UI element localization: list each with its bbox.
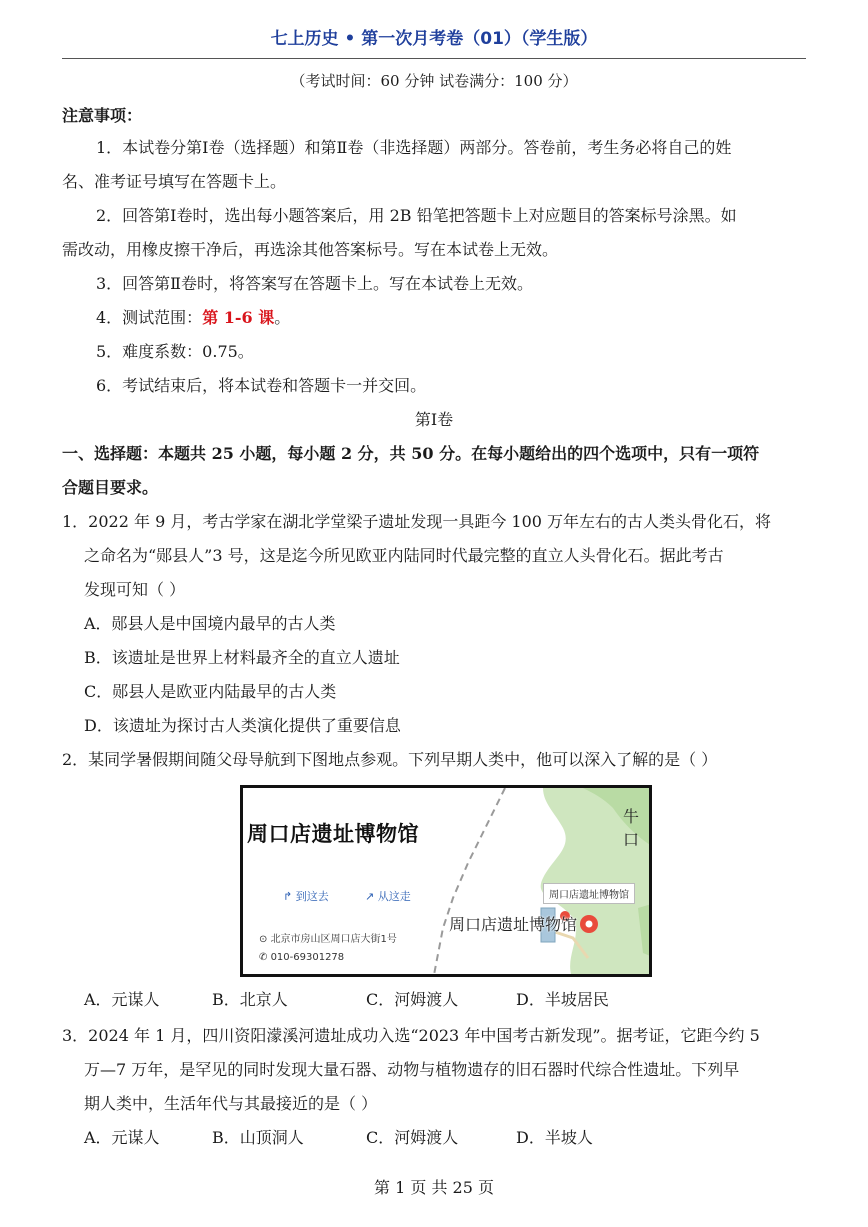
map-poi-big-label: 周口店遗址博物馆 bbox=[449, 915, 578, 934]
notice-item-1-line-1: 1．本试卷分第Ⅰ卷（选择题）和第Ⅱ卷（非选择题）两部分。答卷前，考生务必将自己的姓 bbox=[96, 138, 732, 157]
notice-item-1-line-2: 名、准考证号填写在答题卡上。 bbox=[62, 172, 287, 191]
notice-heading: 注意事项： bbox=[62, 106, 143, 125]
map-phone: ✆ 010-69301278 bbox=[259, 952, 345, 963]
volume-title: 第Ⅰ卷 bbox=[414, 410, 454, 429]
q3-option-c: C．河姆渡人 bbox=[366, 1128, 459, 1147]
notice-item-4-prefix: 4．测试范围： bbox=[96, 308, 203, 327]
q1-stem-line-2: 之命名为“郧县人”3 号，这是迄今所见欧亚内陆同时代最完整的直立人头骨化石。据此考古 bbox=[84, 546, 724, 565]
map-go-here-button[interactable]: ↱ 到这去 bbox=[283, 890, 329, 903]
section-instruction-line-2: 合题目要求。 bbox=[62, 478, 159, 497]
q2-stem: 2．某同学暑假期间随父母导航到下图地点参观。下列早期人类中，他可以深入了解的是（ ） bbox=[62, 750, 718, 769]
notice-item-2-line-1: 2．回答第Ⅰ卷时，选出每小题答案后，用 2B 铅笔把答题卡上对应题目的答案标号涂黑。如 bbox=[96, 206, 737, 225]
header-divider bbox=[62, 58, 806, 59]
map-screenshot bbox=[240, 785, 652, 977]
q1-option-b: B．该遗址是世界上材料最齐全的直立人遗址 bbox=[84, 648, 400, 667]
q3-stem-line-2: 万—7 万年，是罕见的同时发现大量石器、动物与植物遗存的旧石器时代综合性遗址。下列早 bbox=[84, 1060, 740, 1079]
map-poi-label: 周口店遗址博物馆 bbox=[543, 883, 635, 904]
notice-item-2-line-2: 需改动，用橡皮擦干净后，再选涂其他答案标号。写在本试卷上无效。 bbox=[62, 240, 559, 259]
q1-stem-line-3: 发现可知（ ） bbox=[84, 580, 186, 599]
map-address: ⊙ 北京市房山区周口店大街1号 bbox=[259, 934, 397, 945]
q3-option-b: B．山顶洞人 bbox=[212, 1128, 304, 1147]
exam-info: （考试时间：60 分钟 试卷满分：100 分） bbox=[290, 72, 578, 90]
notice-item-3: 3．回答第Ⅱ卷时，将答案写在答题卡上。写在本试卷上无效。 bbox=[96, 274, 534, 293]
notice-item-6: 6．考试结束后，将本试卷和答题卡一并交回。 bbox=[96, 376, 427, 395]
q2-option-b: B．北京人 bbox=[212, 990, 288, 1009]
q3-option-d: D．半坡人 bbox=[516, 1128, 593, 1147]
test-scope-highlight: 第 1-6 课 bbox=[202, 308, 275, 327]
map-edge-label: 牛口 bbox=[623, 807, 640, 849]
q2-option-c: C．河姆渡人 bbox=[366, 990, 459, 1009]
q3-stem-line-1: 3．2024 年 1 月，四川资阳濛溪河遗址成功入选“2023 年中国考古新发现”。据考证，它距今约 5 bbox=[62, 1026, 760, 1045]
q3-option-a: A．元谋人 bbox=[84, 1128, 160, 1147]
q3-stem-line-3: 期人类中，生活年代与其最接近的是（ ） bbox=[84, 1094, 378, 1113]
q2-option-a: A．元谋人 bbox=[84, 990, 160, 1009]
section-instruction-line-1: 一、选择题：本题共 25 小题，每小题 2 分，共 50 分。在每小题给出的四个选项中，只有一项符 bbox=[62, 444, 760, 463]
phone-icon: ✆ bbox=[259, 952, 271, 963]
location-pin-icon: ⊙ bbox=[259, 934, 271, 945]
q1-option-c: C．郧县人是欧亚内陆最早的古人类 bbox=[84, 682, 337, 701]
notice-item-4 bbox=[96, 308, 840, 328]
q1-option-d: D．该遗址为探讨古人类演化提供了重要信息 bbox=[84, 716, 401, 735]
map-depart-from-button[interactable]: ↗ 从这走 bbox=[365, 890, 411, 903]
map-place-title: 周口店遗址博物馆 bbox=[247, 822, 419, 846]
q1-stem-line-1: 1．2022 年 9 月，考古学家在湖北学堂梁子遗址发现一具距今 100 万年左右的古人类头骨化石，将 bbox=[62, 512, 772, 531]
notice-item-4-suffix: 。 bbox=[274, 308, 291, 327]
document-title: 七上历史 • 第一次月考卷（01）（学生版） bbox=[270, 29, 598, 49]
q2-option-d: D．半坡居民 bbox=[516, 990, 609, 1009]
q1-option-a: A．郧县人是中国境内最早的古人类 bbox=[84, 614, 336, 633]
page-number: 第 1 页 共 25 页 bbox=[374, 1178, 494, 1197]
notice-item-5: 5．难度系数：0.75。 bbox=[96, 342, 254, 361]
